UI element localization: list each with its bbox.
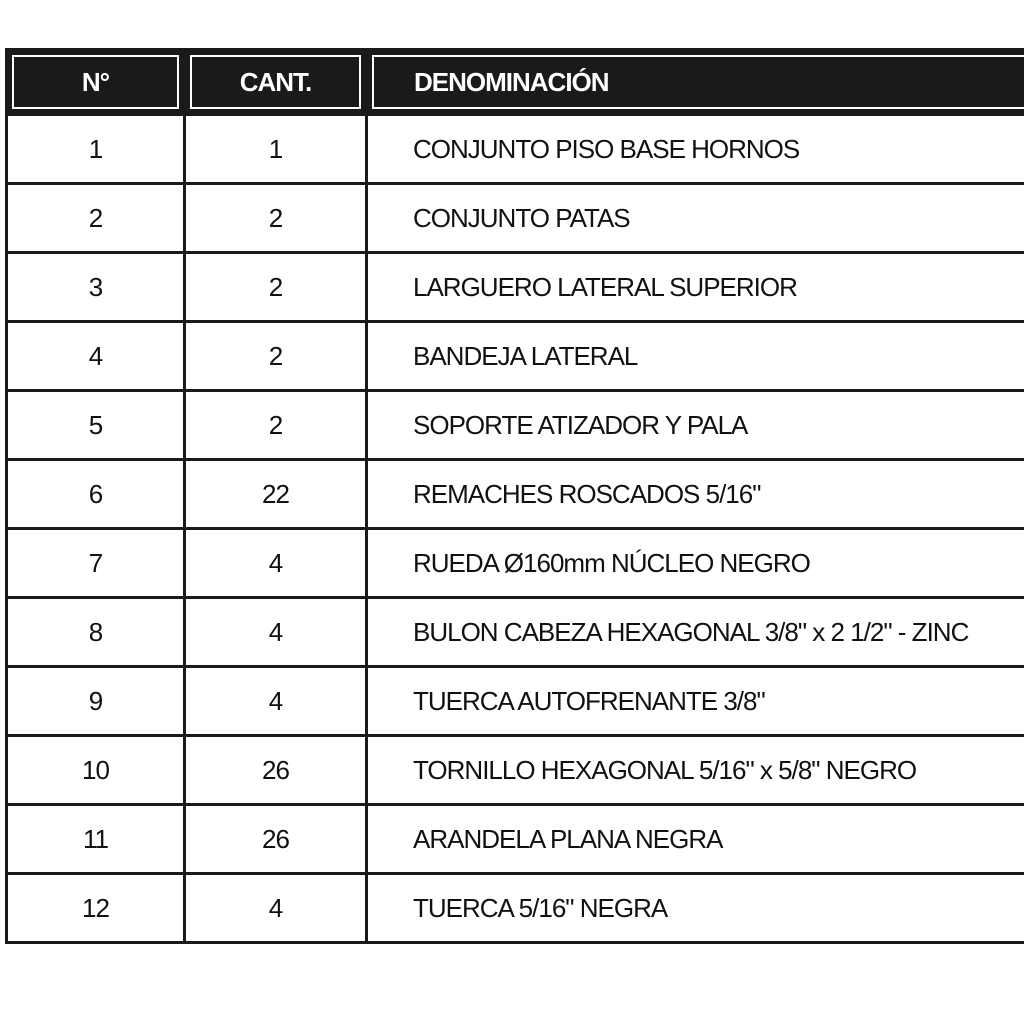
row-number: 11 [7, 805, 185, 874]
row-number: 6 [7, 460, 185, 529]
row-description: TORNILLO HEXAGONAL 5/16" x 5/8" NEGRO [367, 736, 1024, 805]
row-number: 3 [7, 253, 185, 322]
row-quantity: 26 [185, 805, 367, 874]
table-row [7, 115, 1024, 184]
row-quantity: 1 [185, 115, 367, 184]
table-row [7, 391, 1024, 460]
row-quantity: 4 [185, 598, 367, 667]
table-row [7, 874, 1024, 943]
row-description: CONJUNTO PISO BASE HORNOS [367, 115, 1024, 184]
row-description: SOPORTE ATIZADOR Y PALA [367, 391, 1024, 460]
row-number: 10 [7, 736, 185, 805]
row-number: 8 [7, 598, 185, 667]
column-header-quantity-label: CANT. [239, 66, 312, 97]
row-quantity: 4 [185, 874, 367, 943]
row-number: 9 [7, 667, 185, 736]
table-row [7, 529, 1024, 598]
row-quantity: 4 [185, 667, 367, 736]
table-row [7, 736, 1024, 805]
table-row [7, 667, 1024, 736]
row-quantity: 2 [185, 253, 367, 322]
row-quantity: 22 [185, 460, 367, 529]
row-description: BULON CABEZA HEXAGONAL 3/8" x 2 1/2" - ZINC [367, 598, 1024, 667]
row-quantity: 26 [185, 736, 367, 805]
column-header-number-label: N° [81, 66, 110, 97]
table-header-row [7, 50, 1024, 115]
row-number: 1 [7, 115, 185, 184]
table-row [7, 253, 1024, 322]
column-header-number [7, 50, 185, 115]
row-quantity: 2 [185, 322, 367, 391]
row-quantity: 2 [185, 391, 367, 460]
row-description: REMACHES ROSCADOS 5/16" [367, 460, 1024, 529]
row-quantity: 4 [185, 529, 367, 598]
column-header-description [367, 50, 1024, 115]
row-number: 7 [7, 529, 185, 598]
row-description: CONJUNTO PATAS [367, 184, 1024, 253]
row-number: 2 [7, 184, 185, 253]
row-description: ARANDELA PLANA NEGRA [367, 805, 1024, 874]
row-description: TUERCA 5/16" NEGRA [367, 874, 1024, 943]
row-description: LARGUERO LATERAL SUPERIOR [367, 253, 1024, 322]
row-number: 4 [7, 322, 185, 391]
column-header-quantity [185, 50, 367, 115]
table-row [7, 805, 1024, 874]
column-header-description-label: DENOMINACIÓN [414, 66, 609, 97]
parts-table [5, 48, 1024, 944]
table-row [7, 598, 1024, 667]
table-row [7, 460, 1024, 529]
row-description: BANDEJA LATERAL [367, 322, 1024, 391]
row-description: RUEDA Ø160mm NÚCLEO NEGRO [367, 529, 1024, 598]
row-number: 5 [7, 391, 185, 460]
row-description: TUERCA AUTOFRENANTE 3/8" [367, 667, 1024, 736]
table-row [7, 184, 1024, 253]
table-row [7, 322, 1024, 391]
row-quantity: 2 [185, 184, 367, 253]
row-number: 12 [7, 874, 185, 943]
